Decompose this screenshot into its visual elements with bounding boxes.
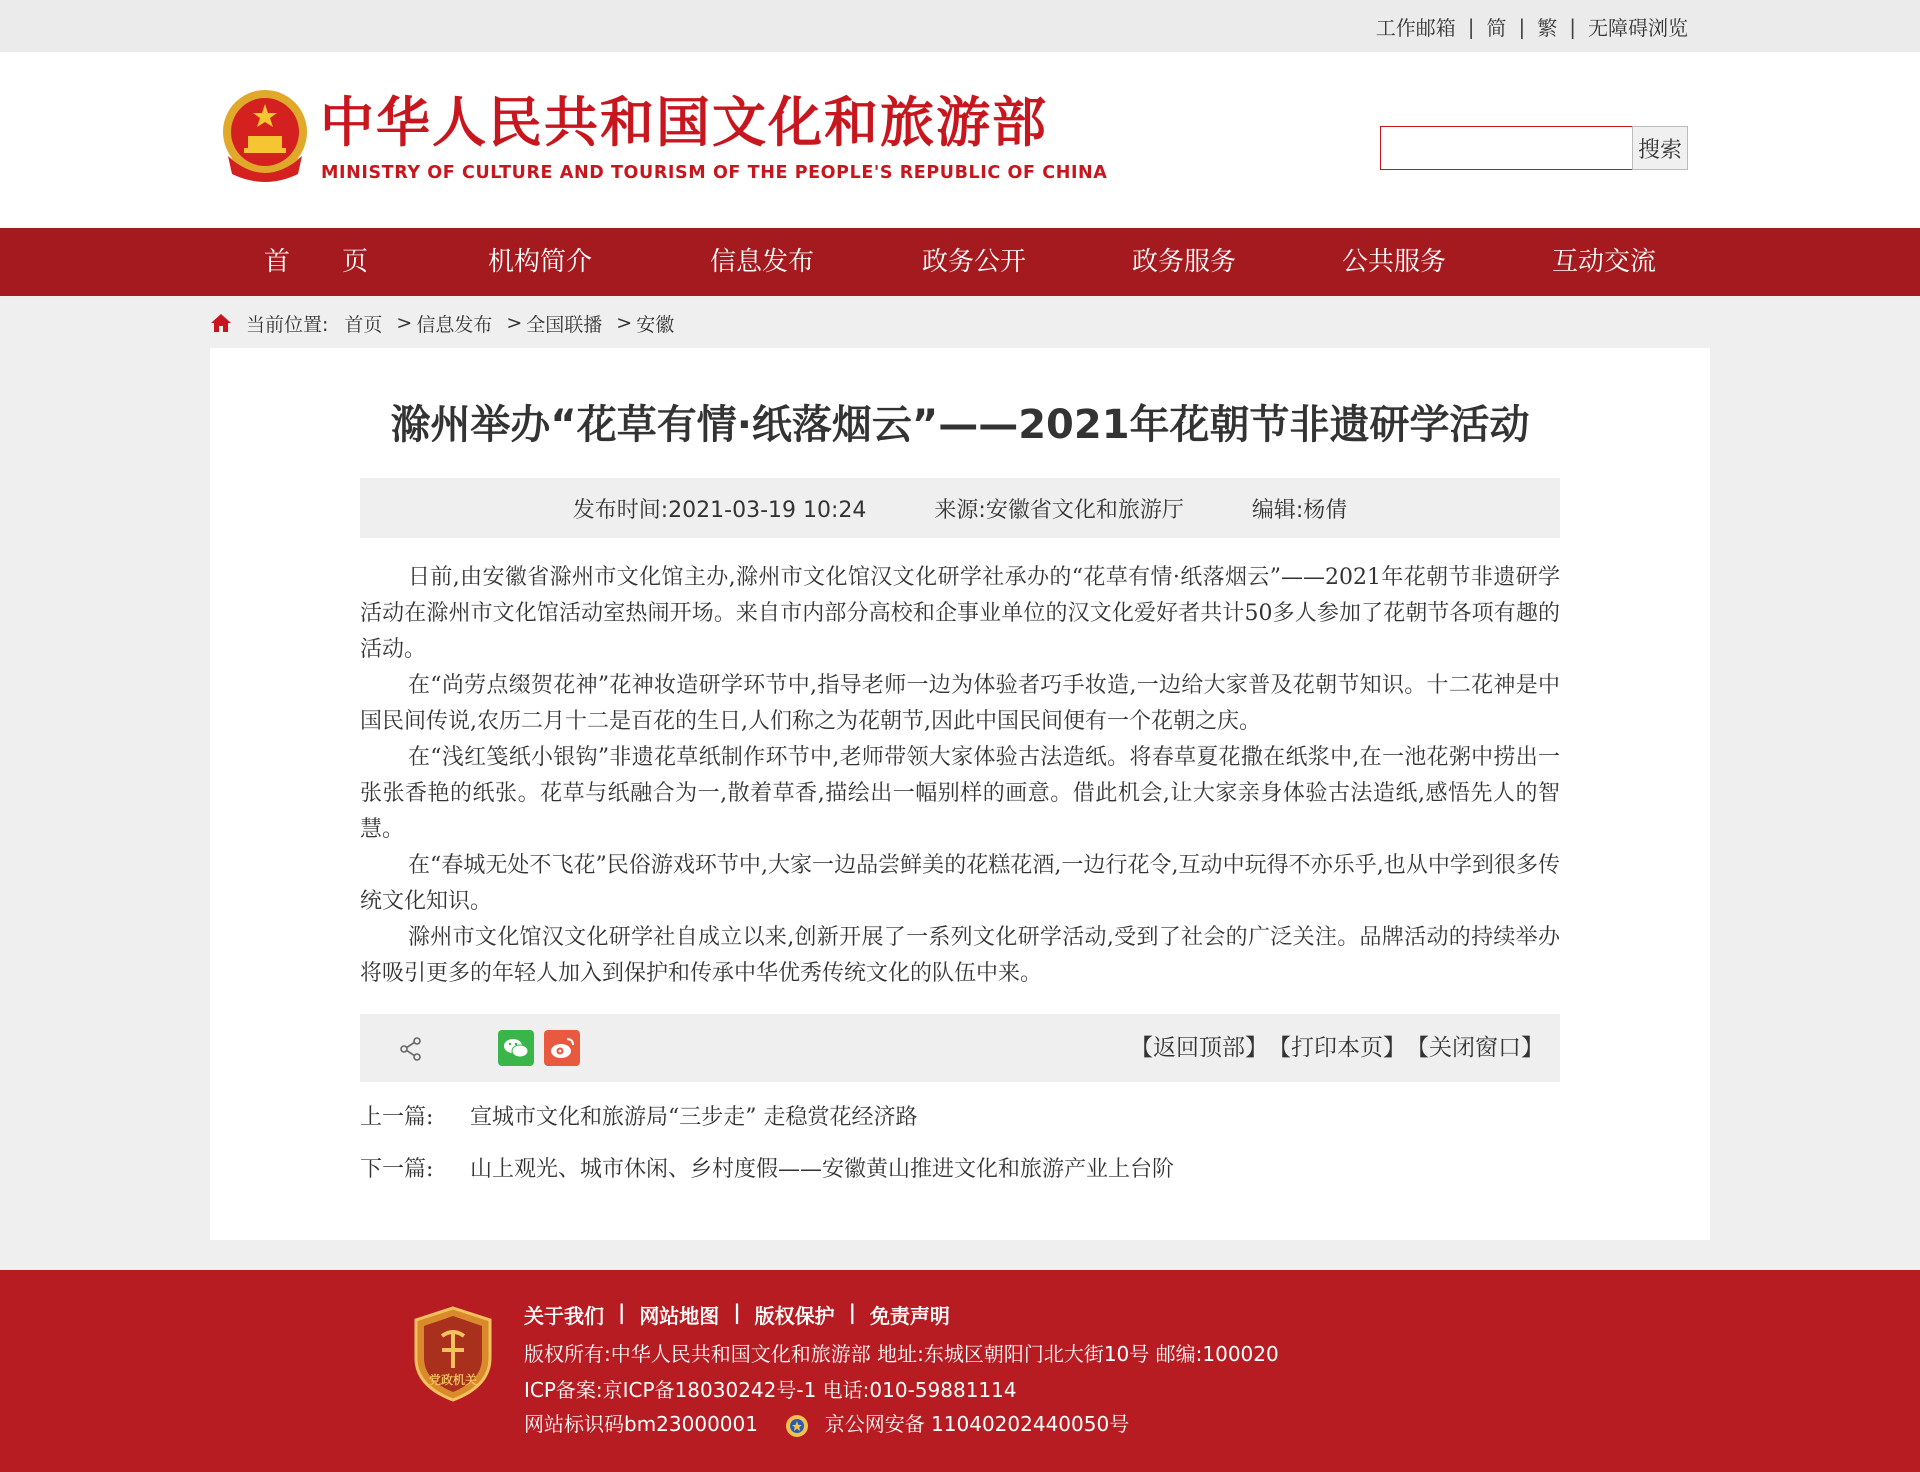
police-registration-link[interactable]: 京公网安备 11040202440050号: [824, 1412, 1130, 1436]
article-paragraph: 日前,由安徽省滁州市文化馆主办,滁州市文化馆汉文化研学社承办的“花草有情·纸落烟云”——2021年花朝节非遗研学活动在滁州市文化馆活动室热闹开场。来自市内部分高校和企事业单位的汉文化爱好者共计50多人参加了花朝节各项有趣的活动。: [360, 565, 1560, 662]
site-header: [0, 52, 1920, 228]
traditional-chinese-link[interactable]: 繁: [1537, 16, 1558, 40]
article-paragraph: 在“尚劳点缀贺花神”花神妆造研学环节中,指导老师一边为体验者巧手妆造,一边给大家普及花朝节知识。十二花神是中国民间传说,农历二月十二是百花的生日,人们称之为花朝节,因此中国民间便有一个花朝之庆。: [360, 673, 1560, 734]
breadcrumb-arrow: >: [616, 312, 633, 334]
article-meta: [360, 478, 1560, 538]
weibo-share-icon[interactable]: [544, 1030, 580, 1066]
previous-article-link[interactable]: 宣城市文化和旅游局“三步走” 走稳赏花经济路: [470, 1105, 918, 1130]
site-logo-english[interactable]: MINISTRY OF CULTURE AND TOURISM OF THE PEOPLE'S REPUBLIC OF CHINA: [321, 163, 1108, 183]
footer-icp: ICP备案:京ICP备18030242号-1 电话:010-59881114: [524, 1378, 1017, 1402]
breadcrumb-item-anhui[interactable]: 安徽: [636, 313, 675, 336]
separator: |: [733, 1300, 741, 1324]
previous-article: [360, 1100, 918, 1131]
print-page-button[interactable]: 【打印本页】: [1268, 1035, 1406, 1061]
wechat-share-icon[interactable]: [498, 1030, 534, 1066]
footer-links: [524, 1300, 950, 1329]
share-bar: [360, 1014, 1560, 1082]
article-body: [360, 560, 1560, 992]
nav-item-home[interactable]: 首 页: [263, 247, 368, 277]
site-identifier: 网站标识码bm23000001: [524, 1412, 758, 1436]
separator: |: [848, 1300, 856, 1324]
article-title: 滁州举办“花草有情·纸落烟云”——2021年花朝节非遗研学活动: [390, 402, 1530, 448]
breadcrumb-label: 当前位置:: [246, 313, 329, 336]
separator: |: [618, 1300, 626, 1324]
article-paragraph: 滁州市文化馆汉文化研学社自成立以来,创新开展了一系列文化研学活动,受到了社会的广泛关注。品牌活动的持续举办将吸引更多的年轻人加入到保护和传承中华优秀传统文化的队伍中来。: [360, 925, 1560, 986]
footer-link-disclaimer[interactable]: 免责声明: [869, 1304, 950, 1328]
footer-registration: [524, 1408, 1129, 1439]
police-badge-icon: [784, 1413, 810, 1439]
top-utility-bar: [0, 0, 1920, 52]
next-label: 下一篇:: [360, 1157, 434, 1182]
article-actions: [1130, 1014, 1544, 1082]
footer-link-sitemap[interactable]: 网站地图: [639, 1304, 720, 1328]
next-article: [360, 1152, 1174, 1183]
next-article-link[interactable]: 山上观光、城市休闲、乡村度假——安徽黄山推进文化和旅游产业上台阶: [470, 1157, 1175, 1182]
home-icon: [210, 312, 232, 334]
work-mail-link[interactable]: 工作邮箱: [1375, 16, 1456, 40]
search-button[interactable]: 搜索: [1632, 126, 1688, 170]
separator: |: [1467, 14, 1475, 39]
article-paragraph: 在“春城无处不飞花”民俗游戏环节中,大家一边品尝鲜美的花糕花酒,一边行花令,互动中玩得不亦乐乎,也从中学到很多传统文化知识。: [360, 853, 1560, 914]
footer-copyright: 版权所有:中华人民共和国文化和旅游部 地址:东城区朝阳门北大街10号 邮编:100020: [524, 1342, 1279, 1366]
publish-time: 发布时间:2021-03-19 10:24: [572, 497, 867, 523]
breadcrumb-item-home[interactable]: 首页: [344, 313, 383, 336]
party-government-badge-icon[interactable]: [412, 1306, 494, 1402]
nav-item-interaction[interactable]: 互动交流: [1551, 247, 1656, 277]
search-input[interactable]: [1380, 126, 1634, 170]
simplified-chinese-link[interactable]: 简: [1486, 16, 1507, 40]
nav-item-government-affairs[interactable]: 政务公开: [921, 247, 1026, 277]
previous-label: 上一篇:: [360, 1105, 434, 1130]
footer-link-about[interactable]: 关于我们: [524, 1304, 604, 1328]
national-emblem-icon[interactable]: [218, 86, 312, 186]
badge-text: 党政机关: [428, 1373, 478, 1387]
nav-item-public-services[interactable]: 公共服务: [1341, 247, 1446, 277]
article-card: [210, 348, 1710, 1240]
breadcrumb-item-national[interactable]: 全国联播: [526, 313, 603, 336]
accessibility-link[interactable]: 无障碍浏览: [1588, 16, 1688, 40]
separator: |: [1518, 14, 1526, 39]
article-editor: 编辑:杨倩: [1251, 497, 1348, 523]
footer-link-copyright[interactable]: 版权保护: [754, 1304, 835, 1328]
breadcrumb-arrow: >: [506, 312, 523, 334]
back-to-top-button[interactable]: 【返回顶部】: [1130, 1035, 1268, 1061]
site-logo-chinese[interactable]: 中华人民共和国文化和旅游部: [320, 91, 1048, 154]
nav-item-government-services[interactable]: 政务服务: [1131, 247, 1236, 277]
site-footer: [0, 1270, 1920, 1472]
breadcrumb-arrow: >: [396, 312, 413, 334]
separator: |: [1569, 14, 1576, 39]
nav-item-about[interactable]: 机构简介: [487, 247, 592, 277]
breadcrumb-item-news[interactable]: 信息发布: [416, 313, 493, 336]
breadcrumb: [210, 310, 688, 336]
article-source: 来源:安徽省文化和旅游厅: [934, 497, 1184, 523]
article-paragraph: 在“浅红笺纸小银钩”非遗花草纸制作环节中,老师带领大家体验古法造纸。将春草夏花撒在纸浆中,在一池花粥中捞出一张张香艳的纸张。花草与纸融合为一,散着草香,描绘出一幅别样的画意。借此机会,让大家亲身体验古法造纸,感悟先人的智慧。: [360, 745, 1560, 842]
nav-item-news[interactable]: 信息发布: [709, 247, 814, 277]
share-icon[interactable]: [398, 1036, 424, 1062]
close-window-button[interactable]: 【关闭窗口】: [1406, 1035, 1544, 1061]
main-nav: [0, 228, 1920, 296]
utility-links: [1376, 12, 1688, 41]
